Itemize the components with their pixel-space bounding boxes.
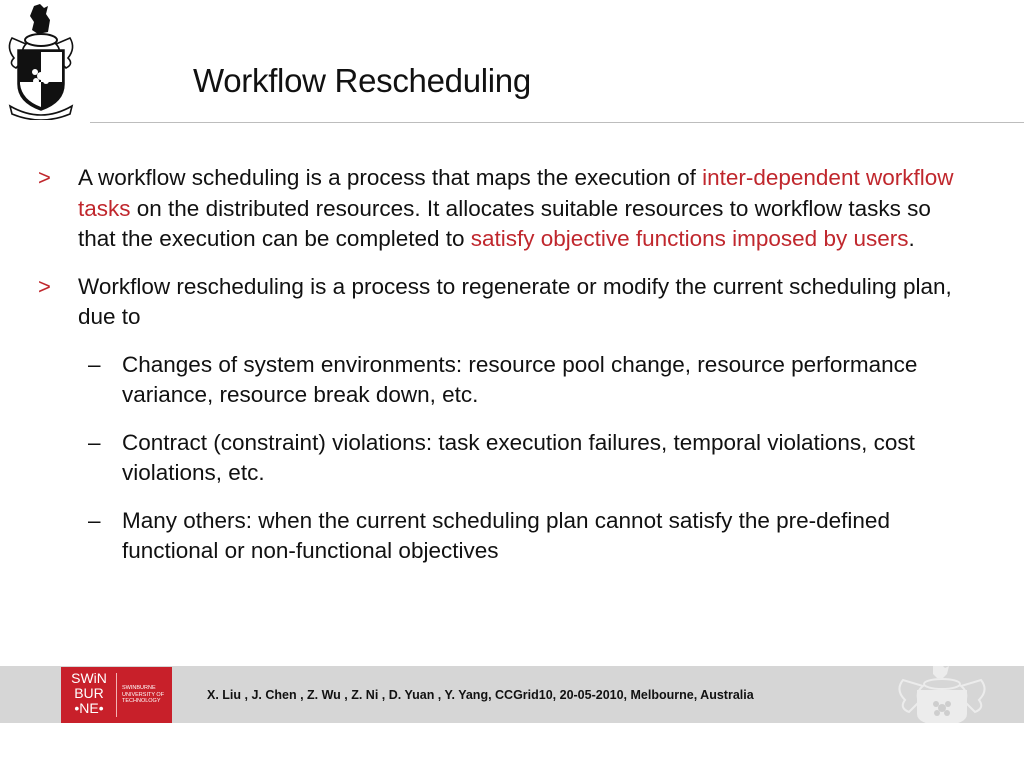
bullet-text: Workflow rescheduling is a process to regenerate or modify the current scheduling plan, due to	[78, 273, 952, 329]
footer-citation: X. Liu , J. Chen , Z. Wu , Z. Ni , D. Yuan , Y. Yang, CCGrid10, 20-05-2010, Melbourne, Australia	[207, 688, 754, 702]
bullet-text-segment: .	[908, 226, 915, 251]
subitem-text: Changes of system environments: resource pool change, resource performance variance, resource break down, etc.	[122, 351, 918, 407]
highlight-inter-dependent-tasks: inter-dependent workflow tasks	[78, 165, 954, 221]
slide-title: Workflow Rescheduling	[193, 62, 531, 99]
dash-marker: –	[88, 351, 101, 377]
logo-divider	[116, 673, 117, 717]
crest-icon	[4, 2, 78, 120]
bullet-marker: >	[38, 273, 51, 299]
title-divider	[90, 122, 1024, 123]
bullet-marker: >	[38, 165, 51, 190]
bullet-scheduling-definition	[38, 163, 968, 255]
bullet-text-segment: A workflow scheduling is a process that maps the execution of	[78, 165, 703, 190]
logo-wordmark: SWiN BUR •NE•	[71, 670, 107, 716]
dash-marker: –	[88, 507, 101, 533]
bullet-rescheduling-definition	[38, 272, 968, 333]
subitem-many-others	[38, 506, 968, 567]
swinburne-logo	[61, 667, 172, 723]
logo-subtext: SWINBURNE UNIVERSITY OF TECHNOLOGY	[122, 685, 165, 704]
dash-marker: –	[88, 429, 101, 455]
slide-body	[38, 163, 968, 584]
subitem-system-environments	[38, 350, 968, 411]
highlight-objective-functions: satisfy objective functions imposed by users	[470, 226, 909, 251]
subitem-text: Contract (constraint) violations: task execution failures, temporal violations, cost violations, etc.	[122, 429, 915, 485]
subitem-text: Many others: when the current scheduling plan cannot satisfy the pre-defined functional or non-functional objectives	[122, 507, 890, 563]
bullet-text-segment: on the distributed resources. It allocates suitable resources to workflow tasks so that the execution can be completed to	[78, 195, 931, 251]
crest-watermark-icon	[893, 664, 991, 726]
subitem-contract-violations	[38, 428, 968, 489]
